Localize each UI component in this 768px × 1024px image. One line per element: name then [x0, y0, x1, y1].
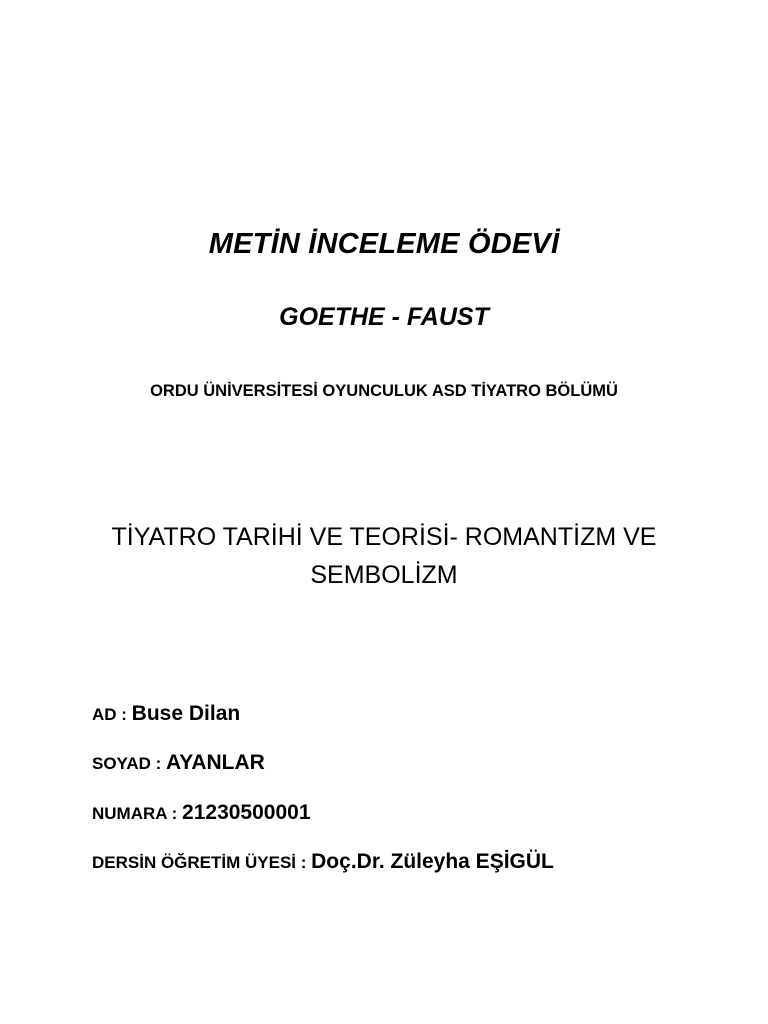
- info-row-numara: [92, 801, 311, 825]
- document-subtitle: GOETHE - FAUST: [279, 303, 489, 331]
- ad-value: Buse Dilan: [131, 702, 241, 725]
- info-row-ad: [92, 702, 240, 726]
- info-row-soyad: [92, 751, 265, 775]
- ad-label: AD :: [92, 705, 132, 724]
- instructor-value: Doç.Dr. Züleyha EŞİGÜL: [311, 850, 554, 873]
- institution-name: ORDU ÜNİVERSİTESİ OYUNCULUK ASD TİYATRO BÖLÜMÜ: [150, 382, 618, 400]
- soyad-value: AYANLAR: [166, 751, 265, 774]
- numara-label: NUMARA :: [92, 804, 183, 823]
- course-title-line-2: SEMBOLİZM: [310, 561, 458, 589]
- document-title: METİN İNCELEME ÖDEVİ: [208, 228, 560, 260]
- info-row-instructor: [92, 850, 554, 874]
- instructor-label: DERSİN ÖĞRETİM ÜYESİ :: [92, 853, 312, 872]
- course-title-line-1: TİYATRO TARİHİ VE TEORİSİ- ROMANTİZM VE: [111, 523, 657, 551]
- course-title: [0, 518, 768, 594]
- numara-value: 21230500001: [182, 801, 311, 824]
- soyad-label: SOYAD :: [92, 754, 167, 773]
